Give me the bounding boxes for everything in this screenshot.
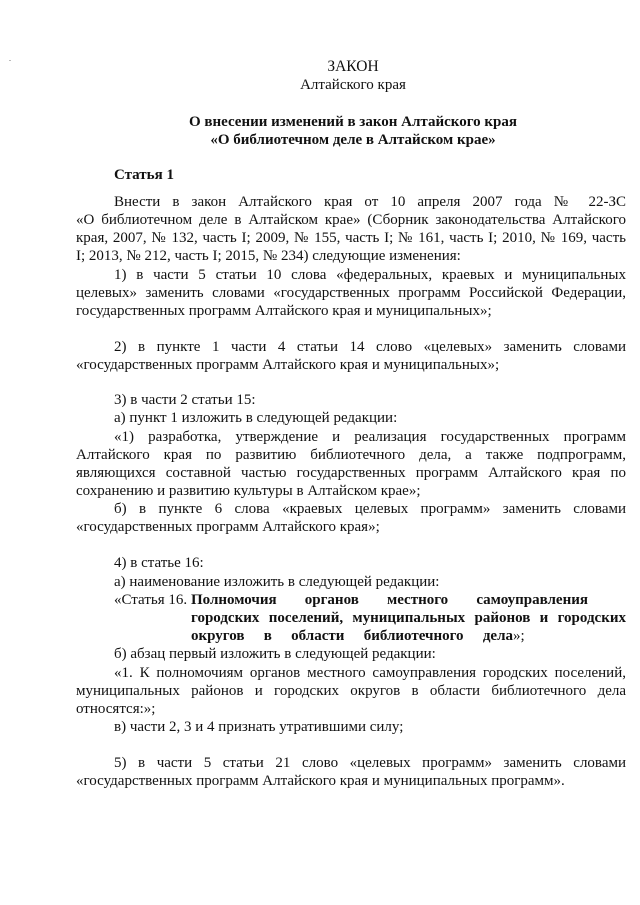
intro-line: края, 2007, № 132, часть I; 2009, № 155, часть I; № 161, часть I; 2010, № 169, часть: [76, 230, 626, 246]
doc-region: Алтайского края: [300, 77, 406, 93]
item4-quote2-line: муниципальных районов и городских округов в области библиотечного дела: [76, 683, 626, 699]
item4-quote-suffix: »;: [513, 628, 525, 644]
item4-quote2-line: относятся:»;: [76, 701, 156, 717]
intro-line: I; 2013, № 212, часть I; 2015, № 234) следующие изменения:: [76, 248, 461, 264]
doc-title-line2: «О библиотечном деле в Алтайском крае»: [210, 132, 496, 148]
item4-sub-c: в) части 2, 3 и 4 признать утратившими силу;: [114, 719, 404, 735]
item3-sub-b: б) в пункте 6 слова «краевых целевых программ» заменить словами: [114, 501, 626, 517]
doc-title-line1: О внесении изменений в закон Алтайского края: [188, 114, 518, 130]
item3-lead: 3) в части 2 статьи 15:: [114, 392, 256, 408]
item3-sub-a: а) пункт 1 изложить в следующей редакции:: [114, 410, 398, 426]
item4-quote-bold: Полномочия органов местного самоуправления: [191, 592, 588, 608]
article-heading: Статья 1: [114, 167, 174, 183]
item4-quote-bold: городских поселений, муниципальных районов и городских: [191, 610, 626, 626]
intro-line: Внести в закон Алтайского края от 10 апреля 2007 года № 22-ЗС: [114, 194, 626, 210]
item5-line: «государственных программ Алтайского края и муниципальных программ».: [76, 773, 565, 789]
item2-line: «государственных программ Алтайского края и муниципальных»;: [76, 357, 500, 373]
intro-line: «О библиотечном деле в Алтайском крае» (Сборник законодательства Алтайского: [76, 212, 626, 228]
item5-line: 5) в части 5 статьи 21 слово «целевых программ» заменить словами: [114, 755, 626, 771]
item4-quote-prefix: «Статья 16.: [114, 592, 188, 608]
doc-type: ЗАКОН: [327, 58, 379, 75]
item3-sub-b: «государственных программ Алтайского края»;: [76, 519, 380, 535]
item2-line: 2) в пункте 1 части 4 статьи 14 слово «целевых» заменить словами: [114, 339, 626, 355]
item3-quote-line: сохранению и развитию культуры в Алтайском крае»;: [76, 483, 421, 499]
item1-line: 1) в части 5 статьи 10 слова «федеральных, краевых и муниципальных: [114, 267, 626, 283]
item4-lead: 4) в статье 16:: [114, 555, 204, 571]
item4-sub-b: б) абзац первый изложить в следующей редакции:: [114, 646, 436, 662]
item3-quote-line: Алтайского края по развитию библиотечного дела, а также подпрограмм,: [76, 447, 626, 463]
item3-quote-line: являющихся составной частью государственных программ Алтайского края по: [76, 465, 626, 481]
item4-quote2-line: «1. К полномочиям органов местного самоуправления городских поселений,: [114, 665, 626, 681]
item3-quote-line: «1) разработка, утверждение и реализация государственных программ: [114, 429, 626, 445]
item4-sub-a: а) наименование изложить в следующей редакции:: [114, 574, 440, 590]
item4-quote-bold: округов в области библиотечного дела: [191, 628, 513, 644]
item1-line: государственных программ Алтайского края и муниципальных»;: [76, 303, 492, 319]
item1-line: целевых» заменить словами «государственных программ Российской Федерации,: [76, 285, 626, 301]
